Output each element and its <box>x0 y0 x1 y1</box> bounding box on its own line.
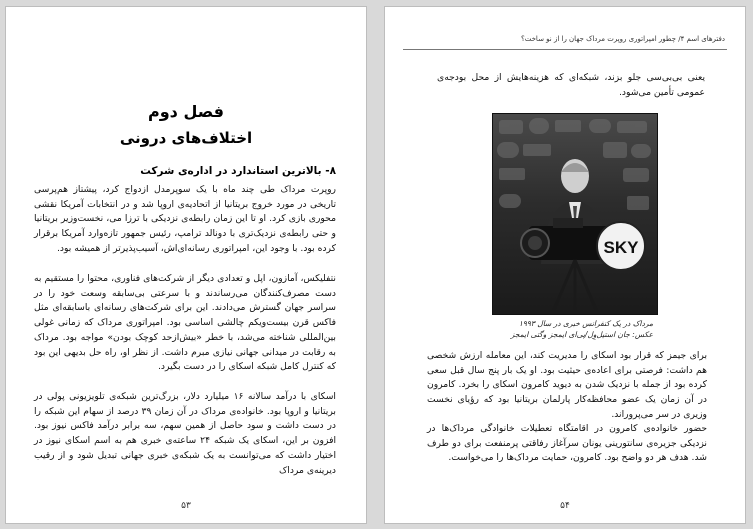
caption-line: مرداک در یک کنفرانس خبری در سال ۱۹۹۳ <box>518 319 653 328</box>
left-page <box>5 6 367 524</box>
photo-illustration <box>493 114 657 314</box>
chapter-name: اختلاف‌های درونی <box>119 129 253 147</box>
header-divider <box>403 49 727 50</box>
chapter-title: فصل دوم <box>148 102 224 121</box>
photo-caption <box>477 318 653 340</box>
body-paragraph: اسکای با درآمد سالانه ۱۶ میلیارد دلار، بزرگ‌ترین شبکه‌ی تلویزیونی پولی در بریتانیا و اروپا بود. خانواده‌ی مرداک در آن زمان ۳۹ درصد از سهام این شبکه را در دست داشت و سود حاصل از همین سهم، سه برابر درآمد فاکس نیوز بود. افزون بر این، اسکای یک شبکه ۲۴ ساعته‌ی خبری هم به اسم اسکای نیوز در اختیار داشت که می‌توانست به یک شبکه‌ی خبری جهانی تبدیل شود و از رقیب دیرینه‌ی مرداک <box>34 391 337 476</box>
body-paragraph: برای جیمز که قرار بود اسکای را مدیریت کند، این معامله ارزش شخصی هم داشت: فرصتی برای اعاده‌ی حیثیت بود. او یک بار پنج سال قبل سعی کرده بود از جمله با نزدیک شدن به دیوید کامرون اسکای را بخرد. کامرون در آن زمان یک عضو محافظه‌کار پارلمان بریتانیا بود که رؤیای نخست وزیری در سر می‌پروراند. <box>427 350 707 420</box>
page-number: ۵۳ <box>181 501 191 511</box>
page-number: ۵۴ <box>560 501 570 511</box>
intro-paragraph: یعنی بی‌بی‌سی جلو بزند، شبکه‌ای که هزینه‌هایش از محل بودجه‌ی عمومی تأمین می‌شود. <box>437 72 705 98</box>
body-paragraph: حضور خانواده‌ی کامرون در اقامتگاه تعطیلات خانوادگی مرداک‌ها در نزدیکی جزیره‌ی سانتورینی یونان سرآغاز رفاقتی پرمنفعت برای دو طرف شد. هدف هر دو واضح بود. کامرون، حمایت مرداک‌ها را می‌خواست. <box>427 423 707 464</box>
photo-murdoch-press-conference <box>492 113 658 315</box>
body-paragraph: روپرت مرداک طی چند ماه با یک سوپرمدل ازدواج کرد، پیشتاز هم‌پرسی تاریخی در مورد خروج بریتانیا از اتحادیه‌ی اروپا شد و در انتخابات آمریکا نقشی محوری بازی کرد. او تا این زمان رابطه‌ی نزدیکی با ترزا می، نخست‌وزیر بریتانیا و حتی رابطه‌ی نزدیک‌تری با دونالد ترامپ، رئیس جمهور تازه‌وارد آمریکا برقرار کرده بود. با وجود این، امپراتوری رسانه‌ای‌اش، آسیب‌پذیرتر از همیشه بود. <box>34 184 336 254</box>
right-page <box>384 6 746 524</box>
caption-credit: عکس: جان استیل‌وِل/پی‌ای ایمجز وگتی ایمجز <box>510 330 653 339</box>
section-heading: ۸- بالاترین استاندارد در اداره‌ی شرکت <box>140 165 336 177</box>
running-header: دفترهای اسم ۴/ چطور امپراتوری روپرت مرداک جهان را از نو ساخت؟ <box>521 35 725 43</box>
body-paragraph: نتفلیکس، آمازون، اپل و تعدادی دیگر از شرکت‌های فناوری، محتوا را مستقیم به دست مصرف‌کنندگان می‌رساندند و با سرعتی بی‌سابقه وسعت خود را در سراسر جهان گسترش می‌دادند. این برای شرکت‌های رسانه‌ای باسابقه‌ای مثل فاکس قرن بیست‌ویکم چالشی اساسی بود. امپراتوری مرداک که زمانی غولی بین‌المللی شناخته می‌شد، با خطر «بیش‌ازحد کوچک بودن» مواجه بود. مرداک به رقابت در میدانی جهانی نیازی مبرم داشت. از نظر او، راه حل بدیهی این بود که کنترل کامل شبکه اسکای را در دست بگیرد. <box>34 273 336 373</box>
sky-logo: SKY <box>603 238 639 257</box>
